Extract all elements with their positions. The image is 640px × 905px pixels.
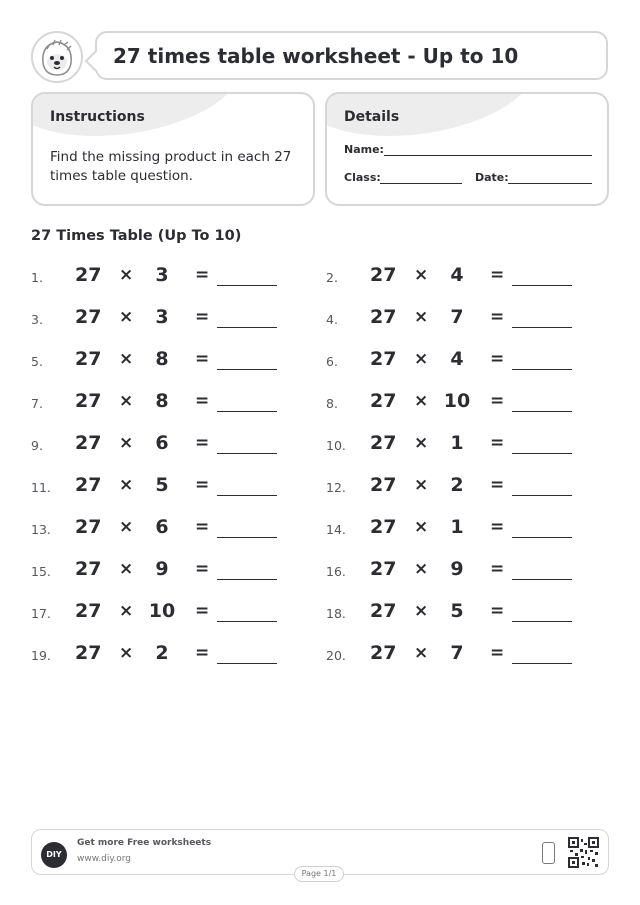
multiplicand: 27	[370, 516, 397, 538]
answer-blank[interactable]	[217, 621, 277, 622]
problem-number: 12.	[326, 480, 346, 495]
multiplicand: 27	[370, 474, 397, 496]
details-heading: Details	[344, 109, 400, 125]
multiplier: 9	[155, 558, 169, 580]
page-indicator: Page 1/1	[294, 866, 344, 882]
answer-blank[interactable]	[217, 453, 277, 454]
answer-blank[interactable]	[512, 495, 572, 496]
multiplier: 2	[450, 474, 464, 496]
instructions-text: Find the missing product in each 27 times table question.	[50, 149, 292, 184]
answer-blank[interactable]	[217, 663, 277, 664]
equals-sign: =	[490, 643, 505, 663]
times-sign: ×	[119, 349, 134, 369]
equals-sign: =	[490, 265, 505, 285]
problem-number: 4.	[326, 312, 338, 327]
multiplier: 9	[450, 558, 464, 580]
problem-item	[326, 472, 596, 502]
answer-blank[interactable]	[512, 369, 572, 370]
answer-blank[interactable]	[217, 327, 277, 328]
times-sign: ×	[119, 433, 134, 453]
class-field[interactable]	[380, 183, 462, 184]
problem-item	[326, 304, 596, 334]
answer-blank[interactable]	[512, 453, 572, 454]
equals-sign: =	[195, 433, 210, 453]
problem-item	[31, 472, 301, 502]
times-sign: ×	[119, 643, 134, 663]
multiplicand: 27	[370, 348, 397, 370]
multiplicand: 27	[75, 264, 102, 286]
equals-sign: =	[490, 517, 505, 537]
equals-sign: =	[195, 559, 210, 579]
answer-blank[interactable]	[217, 411, 277, 412]
multiplier: 10	[148, 600, 176, 622]
equals-sign: =	[490, 559, 505, 579]
problem-item	[31, 262, 301, 292]
equals-sign: =	[490, 349, 505, 369]
equals-sign: =	[195, 349, 210, 369]
multiplier: 7	[450, 306, 464, 328]
answer-blank[interactable]	[512, 663, 572, 664]
problem-number: 17.	[31, 606, 51, 621]
multiplicand: 27	[75, 558, 102, 580]
times-sign: ×	[119, 601, 134, 621]
date-field[interactable]	[508, 183, 592, 184]
instructions-card	[31, 92, 315, 206]
equals-sign: =	[195, 391, 210, 411]
multiplicand: 27	[370, 306, 397, 328]
multiplicand: 27	[370, 558, 397, 580]
equals-sign: =	[490, 475, 505, 495]
problem-number: 7.	[31, 396, 43, 411]
answer-blank[interactable]	[512, 411, 572, 412]
equals-sign: =	[490, 433, 505, 453]
equals-sign: =	[490, 391, 505, 411]
times-sign: ×	[414, 391, 429, 411]
times-sign: ×	[414, 643, 429, 663]
section-title: 27 Times Table (Up To 10)	[31, 228, 242, 244]
title-box	[95, 31, 608, 80]
times-sign: ×	[119, 307, 134, 327]
problem-number: 1.	[31, 270, 43, 285]
problem-item	[31, 304, 301, 334]
instructions-heading: Instructions	[50, 109, 145, 125]
problem-item	[326, 346, 596, 376]
multiplicand: 27	[75, 306, 102, 328]
multiplicand: 27	[75, 432, 102, 454]
equals-sign: =	[490, 307, 505, 327]
multiplier: 3	[155, 306, 169, 328]
multiplier: 8	[155, 348, 169, 370]
multiplicand: 27	[75, 642, 102, 664]
problem-number: 13.	[31, 522, 51, 537]
multiplier: 6	[155, 516, 169, 538]
problem-number: 14.	[326, 522, 346, 537]
multiplicand: 27	[370, 642, 397, 664]
multiplier: 5	[155, 474, 169, 496]
equals-sign: =	[195, 643, 210, 663]
problem-item	[31, 346, 301, 376]
multiplicand: 27	[75, 474, 102, 496]
multiplicand: 27	[370, 600, 397, 622]
times-sign: ×	[119, 265, 134, 285]
problem-item	[31, 514, 301, 544]
mascot-icon	[31, 31, 83, 83]
times-sign: ×	[414, 265, 429, 285]
diy-logo[interactable]: DIY	[41, 842, 67, 868]
multiplier: 4	[450, 348, 464, 370]
equals-sign: =	[195, 601, 210, 621]
multiplicand: 27	[370, 390, 397, 412]
problem-item	[326, 388, 596, 418]
multiplier: 7	[450, 642, 464, 664]
times-sign: ×	[414, 475, 429, 495]
multiplicand: 27	[75, 390, 102, 412]
phone-icon	[542, 842, 555, 864]
problem-number: 10.	[326, 438, 346, 453]
answer-blank[interactable]	[217, 579, 277, 580]
problem-item	[326, 640, 596, 670]
multiplicand: 27	[370, 432, 397, 454]
multiplier: 2	[155, 642, 169, 664]
multiplier: 1	[450, 432, 464, 454]
problem-item	[31, 430, 301, 460]
equals-sign: =	[195, 475, 210, 495]
times-sign: ×	[414, 559, 429, 579]
details-card	[325, 92, 609, 206]
multiplicand: 27	[75, 600, 102, 622]
times-sign: ×	[119, 475, 134, 495]
problem-number: 16.	[326, 564, 346, 579]
times-sign: ×	[414, 601, 429, 621]
problem-number: 18.	[326, 606, 346, 621]
qr-code-icon	[568, 837, 599, 868]
times-sign: ×	[414, 349, 429, 369]
answer-blank[interactable]	[512, 285, 572, 286]
times-sign: ×	[414, 433, 429, 453]
equals-sign: =	[195, 307, 210, 327]
date-label: Date:	[475, 171, 509, 184]
name-field[interactable]	[384, 155, 592, 156]
answer-blank[interactable]	[217, 285, 277, 286]
problem-item	[326, 598, 596, 628]
multiplier: 10	[443, 390, 471, 412]
problem-number: 5.	[31, 354, 43, 369]
problem-number: 20.	[326, 648, 346, 663]
times-sign: ×	[119, 391, 134, 411]
equals-sign: =	[195, 517, 210, 537]
multiplier: 1	[450, 516, 464, 538]
problem-number: 3.	[31, 312, 43, 327]
multiplier: 3	[155, 264, 169, 286]
footer-link[interactable]: www.diy.org	[77, 854, 131, 864]
problem-number: 11.	[31, 480, 51, 495]
times-sign: ×	[414, 307, 429, 327]
answer-blank[interactable]	[217, 369, 277, 370]
problem-number: 6.	[326, 354, 338, 369]
problem-item	[326, 262, 596, 292]
multiplier: 6	[155, 432, 169, 454]
times-sign: ×	[119, 559, 134, 579]
multiplicand: 27	[370, 264, 397, 286]
multiplicand: 27	[75, 516, 102, 538]
times-sign: ×	[414, 517, 429, 537]
problem-item	[31, 640, 301, 670]
problem-number: 9.	[31, 438, 43, 453]
name-label: Name:	[344, 143, 384, 156]
problem-item	[31, 556, 301, 586]
times-sign: ×	[119, 517, 134, 537]
multiplier: 8	[155, 390, 169, 412]
answer-blank[interactable]	[217, 537, 277, 538]
answer-blank[interactable]	[217, 495, 277, 496]
answer-blank[interactable]	[512, 327, 572, 328]
equals-sign: =	[490, 601, 505, 621]
problem-item	[31, 388, 301, 418]
problem-item	[326, 430, 596, 460]
footer-heading: Get more Free worksheets	[77, 838, 212, 848]
problem-item	[326, 556, 596, 586]
class-label: Class:	[344, 171, 381, 184]
answer-blank[interactable]	[512, 537, 572, 538]
page-title: 27 times table worksheet - Up to 10	[113, 44, 519, 68]
equals-sign: =	[195, 265, 210, 285]
multiplier: 5	[450, 600, 464, 622]
answer-blank[interactable]	[512, 579, 572, 580]
problem-item	[326, 514, 596, 544]
problem-number: 15.	[31, 564, 51, 579]
problem-number: 2.	[326, 270, 338, 285]
problem-item	[31, 598, 301, 628]
multiplier: 4	[450, 264, 464, 286]
answer-blank[interactable]	[512, 621, 572, 622]
problem-number: 19.	[31, 648, 51, 663]
multiplicand: 27	[75, 348, 102, 370]
problem-number: 8.	[326, 396, 338, 411]
